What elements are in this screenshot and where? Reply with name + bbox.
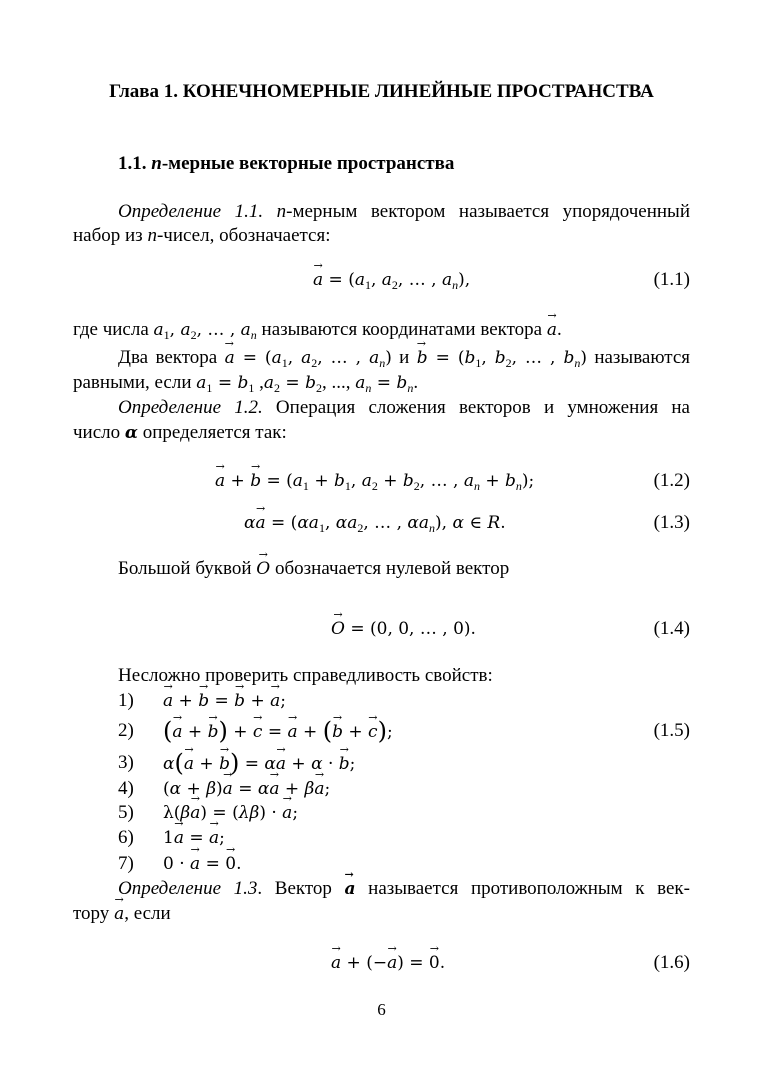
def2-label: Определение 1.2. [118, 397, 263, 418]
section-heading [118, 152, 454, 176]
equation-1-3: αa → = ($\alpha a_1$, $\alpha a_2$, … , $\alpha a_n$), α ∈ R. [244, 511, 506, 540]
equation-1-2: a → + b → = ($a_1 + b_1$, $a_2 + b_2$, … , $a_n + b_n$); [215, 469, 534, 498]
def3-line1-b: называется противоположным к век- [355, 878, 690, 899]
property-3-number: 3) [118, 752, 134, 773]
eq-number-1-5: (1.5) [653, 720, 690, 741]
equal-vectors-line1: Два вектора a → = ($a_1$, $a_2$, … , $a_n$) и b → = ($b_1$, $b_2$, … , $b_n$) называются [73, 346, 690, 375]
def1-line2-b: -чисел, обозначается: [156, 225, 331, 246]
properties-intro: Несложно проверить справедливость свойств: [118, 665, 493, 686]
def2-line1-text: Операция сложения векторов и умножения на [262, 397, 690, 418]
equation-1-6: a → + (−a →) = 0 →. [331, 951, 445, 975]
property-3: α(a → + b →) = αa → + α · b →; [163, 751, 355, 776]
property-4-number: 4) [118, 778, 134, 799]
def3-label: Определение 1.3 [118, 878, 258, 899]
def2-line2-a: число [73, 422, 125, 443]
eq-number-1-6: (1.6) [653, 952, 690, 973]
def3-line2: тору a →, если [73, 902, 171, 926]
property-7-number: 7) [118, 853, 134, 874]
and-text: и [391, 347, 417, 368]
def1-line1 [73, 200, 690, 224]
coords-post: называются координатами вектора [256, 319, 547, 340]
zero-vector-line: Большой буквой O → обозначается нулевой вектор [118, 557, 509, 581]
def3-line2-b: , если [124, 903, 171, 924]
equal-if-text: равными, если [73, 372, 197, 393]
def3-line1: Определение 1.3. Вектор a → называется противоположным к век- [73, 877, 690, 901]
chapter-title: Глава 1. КОНЕЧНОМЕРНЫЕ ЛИНЕЙНЫЕ ПРОСТРАНСТВА [109, 81, 654, 102]
property-1: a → + b → = b → + a →; [163, 689, 286, 713]
def2-line2-b: определяется так: [137, 422, 287, 443]
property-1-number: 1) [118, 690, 134, 711]
property-2-number: 2) [118, 720, 134, 741]
two-vectors-text: Два вектора [118, 347, 225, 368]
property-7: 0 · a → = 0 →. [163, 852, 241, 876]
def2-line2: число α определяется так: [73, 422, 287, 443]
equal-vectors-line2: равными, если $a_1 = b_1$ $,a_2 = b_2$, ..., $a_n = b_n$. [73, 372, 419, 395]
def1-line2 [73, 224, 331, 248]
def1-line2-n: n [147, 225, 157, 246]
property-5: λ(βa →) = (λβ) · a →; [163, 801, 298, 825]
eq-number-1-4: (1.4) [653, 618, 690, 639]
property-5-number: 5) [118, 802, 134, 823]
eq-number-1-1: (1.1) [653, 269, 690, 290]
def3-line2-a: тору [73, 903, 115, 924]
property-2: (a → + b →) + c → = a → + (b → + c →); [163, 719, 393, 744]
section-rest: -мерные векторные пространства [161, 153, 455, 174]
zero-pre: Большой буквой [118, 558, 257, 579]
equation-1-1: a → = ($a_1$, $a_2$, … , $a_n$), [313, 268, 470, 297]
property-6-number: 6) [118, 827, 134, 848]
zero-post: обозначается нулевой вектор [270, 558, 510, 579]
section-number: 1.1. [118, 153, 147, 174]
property-4: (α + β)a → = αa → + βa →; [163, 777, 330, 801]
def1-n: n [276, 201, 287, 222]
section-n: n [151, 153, 162, 174]
eq-number-1-2: (1.2) [653, 470, 690, 491]
called-text: называются [586, 347, 691, 368]
coords-pre: где числа [73, 319, 154, 340]
def3-line1-a: . Вектор [257, 878, 345, 899]
def1-label: Определение 1.1. [118, 201, 264, 222]
equation-1-4: O → = (0, 0, … , 0). [331, 617, 476, 641]
def1-line2-a: набор из [73, 225, 148, 246]
property-6: 1a → = a →; [163, 826, 225, 850]
eq-number-1-3: (1.3) [653, 512, 690, 533]
def2-line1 [73, 396, 690, 420]
def1-line1-rest: -мерным вектором называется упорядоченный [286, 201, 690, 222]
page-number: 6 [377, 1000, 386, 1019]
coords-line: где числа $a_1$, $a_2$, … , $a_n$ называются координатами вектора a →. [73, 318, 562, 347]
